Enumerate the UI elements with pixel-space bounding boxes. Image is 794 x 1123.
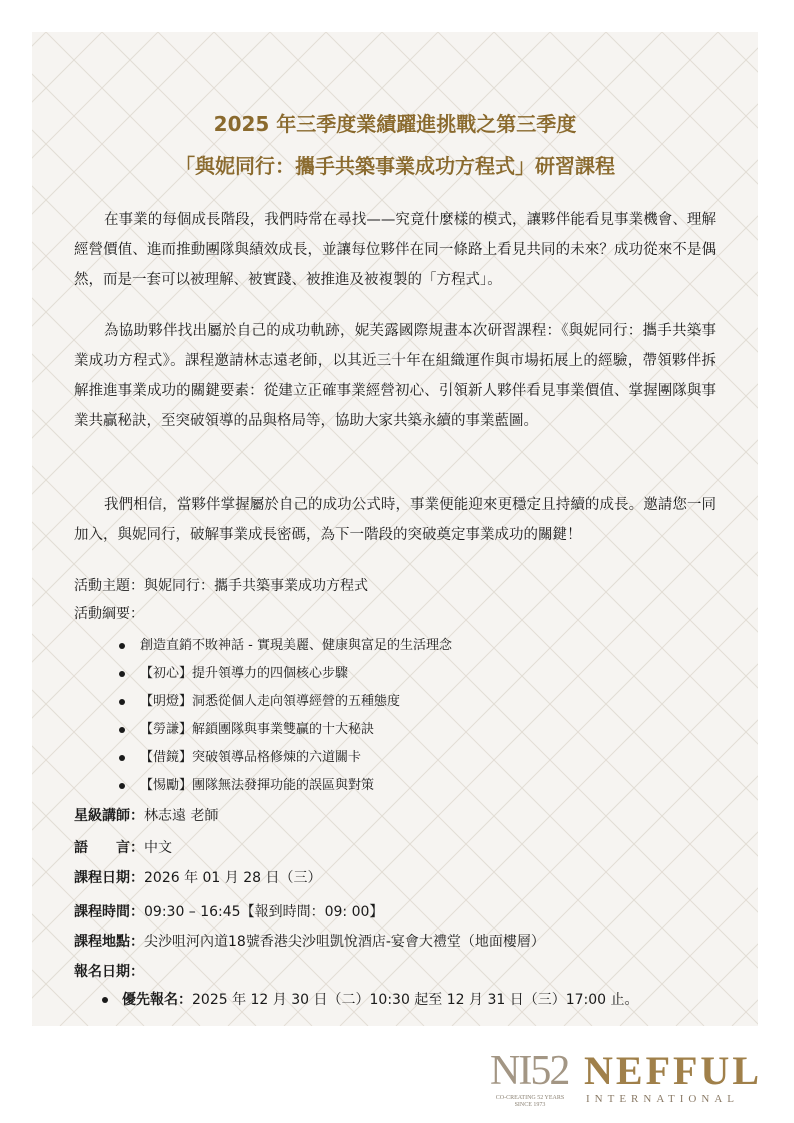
brand-subtitle: INTERNATIONAL (586, 1093, 739, 1105)
outline-item: 【惕勵】團隊無法發揮功能的誤區與對策 (116, 772, 452, 800)
course-time-label: 課程時間： (74, 904, 144, 920)
course-date-value: 2026 年 01 月 28 日（三） (144, 870, 322, 886)
speaker-label: 星級講師： (74, 808, 144, 824)
outline-item: 【勞謙】解鎖團隊與事業雙贏的十大秘訣 (116, 716, 452, 744)
language-value: 中文 (144, 840, 172, 856)
venue-value: 尖沙咀河內道18號香港尖沙咀凱悅酒店-宴會大禮堂（地面樓層） (144, 934, 545, 950)
event-theme-value: 與妮同行：攜手共築事業成功方程式 (144, 578, 368, 594)
intro-paragraph-1: 在事業的每個成長階段，我們時常在尋找——究竟什麼樣的模式，讓夥伴能看見事業機會、理解經營價值、進而推動團隊與績效成長，並讓每位夥伴在同一條路上看見共同的未來？成功從來不是偶然，而是一套可以被理解、被實踐、被推進及被複製的「方程式」。 (74, 212, 716, 288)
event-theme (74, 576, 368, 596)
event-outline-label: 活動綱要： (74, 606, 144, 622)
priority-registration-value: 2025 年 12 月 30 日（二）10:30 起至 12 月 31 日（三）17:00 止。 (192, 992, 639, 1008)
venue-row (74, 932, 545, 952)
anniversary-tagline-1: CO-CREATING 52 YEARS (495, 1095, 565, 1101)
anniversary-mark-text: NI52 (490, 1048, 569, 1094)
course-time-row (74, 902, 383, 922)
intro-paragraph-2: 為協助夥伴找出屬於自己的成功軌跡，妮芙露國際規畫本次研習課程：《與妮同行：攜手共築事業成功方程式》。課程邀請林志遠老師，以其近三十年在組織運作與市場拓展上的經驗，帶領夥伴拆解推進事業成功的關鍵要素：從建立正確事業經營初心、引領新人夥伴看見事業價值、掌握團隊與事業共贏秘訣，至突破領導的品與格局等，協助大家共築永續的事業藍圖。 (74, 323, 716, 429)
course-time-value: 09:30 – 16:45【報到時間：09: 00】 (144, 904, 384, 920)
outline-item: 【借鏡】突破領導品格修煉的六道關卡 (116, 744, 452, 772)
document-content (32, 32, 758, 1026)
language-label: 語 言： (74, 840, 144, 856)
anniversary-tagline-2: SINCE 1973 (514, 1102, 546, 1108)
event-outline-heading (74, 604, 144, 624)
anniversary-mark (488, 1049, 576, 1109)
registration-label: 報名日期： (74, 964, 144, 980)
course-date-row (74, 868, 322, 888)
speaker-row (74, 806, 218, 826)
course-title-line1: 2025 年三季度業績躍進挑戰之第三季度 (213, 112, 577, 136)
event-theme-label: 活動主題： (74, 578, 144, 594)
speaker-value: 林志遠 老師 (144, 808, 219, 824)
venue-label: 課程地點： (74, 934, 144, 950)
course-date-label: 課程日期： (74, 870, 144, 886)
priority-registration-label: 優先報名： (122, 992, 192, 1008)
language-row (74, 838, 172, 858)
outline-item: 創造直銷不敗神話 - 實現美麗、健康與富足的生活理念 (116, 632, 452, 660)
nefful-logo (488, 1049, 760, 1109)
course-title-line2: 「與妮同行：攜手共築事業成功方程式」研習課程 (175, 154, 615, 178)
outline-item: 【初心】提升領導力的四個核心步驟 (116, 660, 452, 688)
registration-row (74, 962, 144, 982)
event-outline-list (116, 632, 452, 800)
intro-paragraph-3: 我們相信，當夥伴掌握屬於自己的成功公式時，事業便能迎來更穩定且持續的成長。邀請您一同加入，與妮同行，破解事業成長密碼，為下一階段的突破奠定事業成功的關鍵！ (74, 497, 716, 543)
brand-name: NEFFUL (584, 1048, 762, 1093)
outline-item: 【明燈】洞悉從個人走向領導經營的五種態度 (116, 688, 452, 716)
priority-registration-row (100, 990, 639, 1010)
